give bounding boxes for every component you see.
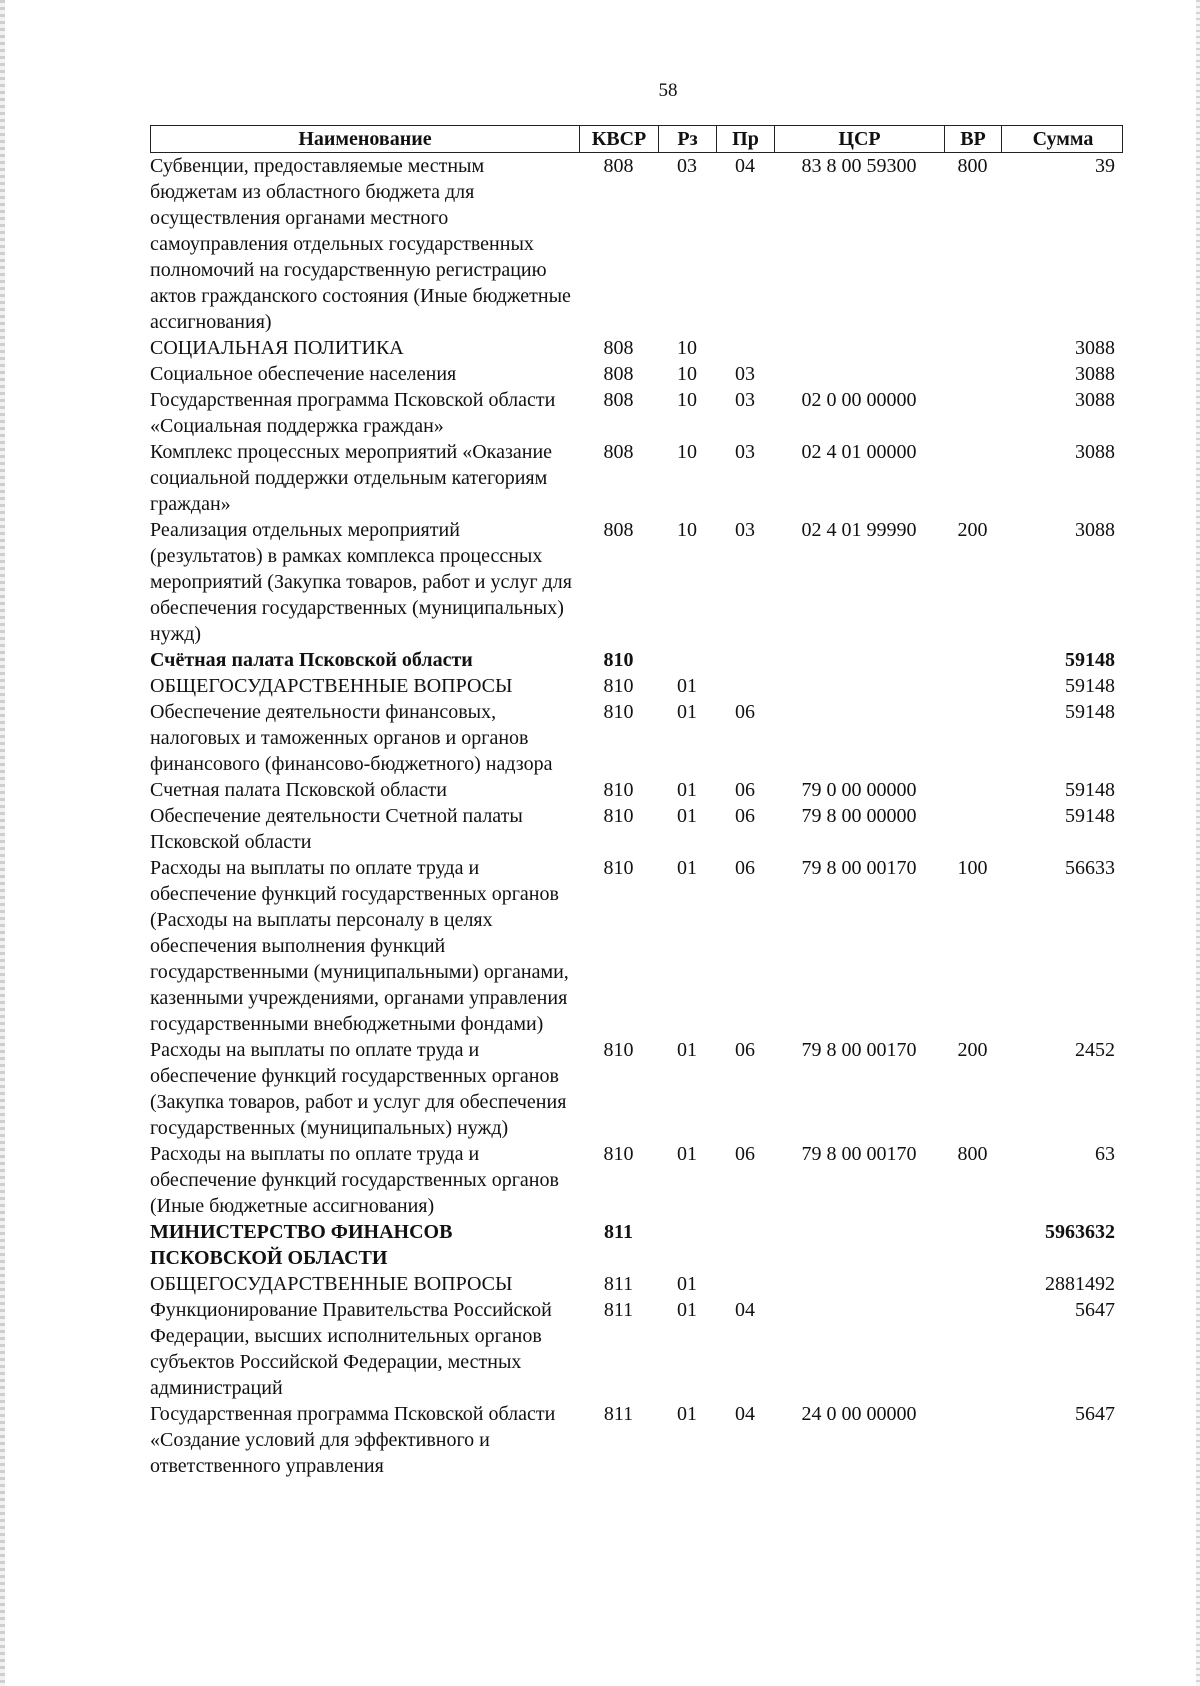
table-row <box>150 1219 1123 1271</box>
table-row <box>150 335 1123 361</box>
cell-pr: 03 <box>735 441 755 463</box>
cell-name: Реализация отдельных мероприятий (результатов) в рамках комплекса процессных мероприятий (Закупка товаров, работ и услуг для обеспечения государственных (муниципальных) нужд) <box>150 519 572 645</box>
cell-pr: 03 <box>735 389 755 411</box>
scan-edge-right <box>1196 0 1200 1686</box>
cell-sum: 56633 <box>1065 857 1115 879</box>
header-pr: Пр <box>717 126 775 152</box>
cell-sum: 59148 <box>1065 701 1115 723</box>
cell-rz: 01 <box>677 857 697 879</box>
cell-kvsr: 810 <box>603 857 634 879</box>
table-header <box>150 125 1123 153</box>
cell-csr <box>774 1271 944 1297</box>
cell-name: Обеспечение деятельности Счетной палаты Псковской области <box>150 805 523 853</box>
cell-sum: 5647 <box>1075 1403 1115 1425</box>
cell-vr <box>944 439 1001 517</box>
table-row <box>150 1141 1123 1219</box>
table-row <box>150 673 1123 699</box>
cell-sum: 3088 <box>1075 363 1115 385</box>
cell-kvsr: 810 <box>603 805 634 827</box>
cell-csr <box>774 1219 944 1271</box>
table-row <box>150 1297 1123 1401</box>
cell-sum: 59148 <box>1065 779 1115 801</box>
cell-sum: 2452 <box>1075 1039 1115 1061</box>
cell-pr <box>716 1271 774 1297</box>
cell-vr: 200 <box>957 1039 988 1061</box>
table-row <box>150 855 1123 1037</box>
cell-vr <box>944 387 1001 439</box>
cell-sum: 3088 <box>1075 441 1115 463</box>
cell-sum: 59148 <box>1065 805 1115 827</box>
cell-kvsr: 808 <box>603 519 634 541</box>
table-row <box>150 517 1123 647</box>
cell-name: Государственная программа Псковской области «Социальная поддержка граждан» <box>150 389 556 437</box>
cell-vr: 800 <box>957 155 988 177</box>
cell-rz: 10 <box>677 389 697 411</box>
cell-rz: 01 <box>677 1299 697 1321</box>
cell-kvsr: 810 <box>603 1039 634 1061</box>
table-row <box>150 1271 1123 1297</box>
cell-csr <box>774 673 944 699</box>
cell-name: Комплекс процессных мероприятий «Оказание социальной поддержки отдельным категориям граждан» <box>150 441 553 515</box>
cell-vr <box>944 1297 1001 1401</box>
cell-sum: 5647 <box>1075 1299 1115 1321</box>
cell-vr <box>944 1271 1001 1297</box>
cell-name: ОБЩЕГОСУДАРСТВЕННЫЕ ВОПРОСЫ <box>150 675 513 697</box>
cell-name: Расходы на выплаты по оплате труда и обеспечение функций государственных органов (Расходы на выплаты персоналу в целях обеспечения выполнения функций государственными (муниципальными) органами, казенными учреждениями, органами управления государственными внебюджетными фондами) <box>150 857 569 1035</box>
cell-name: Расходы на выплаты по оплате труда и обеспечение функций государственных органов (Закупка товаров, работ и услуг для обеспечения государственных (муниципальных) нужд) <box>150 1039 567 1139</box>
cell-sum: 59148 <box>1065 649 1115 671</box>
cell-pr: 03 <box>735 519 755 541</box>
cell-kvsr: 810 <box>603 675 634 697</box>
cell-kvsr: 811 <box>603 1403 634 1425</box>
cell-sum: 59148 <box>1065 675 1115 697</box>
cell-name: Счетная палата Псковской области <box>150 779 447 801</box>
cell-pr: 04 <box>735 1299 755 1321</box>
cell-rz: 01 <box>677 1039 697 1061</box>
table-row <box>150 439 1123 517</box>
cell-pr: 04 <box>735 155 755 177</box>
table-row <box>150 1401 1123 1479</box>
cell-kvsr: 808 <box>603 441 634 463</box>
cell-rz: 01 <box>677 1273 697 1295</box>
header-kvsr: КВСР <box>580 126 659 152</box>
cell-csr: 02 4 01 00000 <box>801 441 917 463</box>
budget-table <box>150 125 1123 1479</box>
cell-kvsr: 808 <box>603 389 634 411</box>
cell-pr: 06 <box>735 805 755 827</box>
cell-rz <box>658 647 716 673</box>
cell-csr: 79 0 00 00000 <box>801 779 917 801</box>
cell-csr: 83 8 00 59300 <box>801 155 917 177</box>
cell-name: СОЦИАЛЬНАЯ ПОЛИТИКА <box>150 337 404 359</box>
cell-pr <box>716 1219 774 1271</box>
cell-kvsr: 808 <box>603 337 634 359</box>
cell-sum: 3088 <box>1075 519 1115 541</box>
cell-sum: 39 <box>1095 155 1115 177</box>
table-row <box>150 777 1123 803</box>
cell-name: Государственная программа Псковской области «Создание условий для эффективного и ответственного управления <box>150 1403 556 1477</box>
cell-pr: 06 <box>735 1039 755 1061</box>
cell-name: Функционирование Правительства Российской Федерации, высших исполнительных органов субъектов Российской Федерации, местных администраций <box>150 1299 552 1399</box>
header-csr: ЦСР <box>775 126 945 152</box>
cell-pr <box>716 335 774 361</box>
cell-kvsr: 811 <box>604 1221 633 1243</box>
cell-name: Обеспечение деятельности финансовых, налоговых и таможенных органов и органов финансового (финансово-бюджетного) надзора <box>150 701 553 775</box>
table-row <box>150 699 1123 777</box>
cell-vr: 800 <box>957 1143 988 1165</box>
cell-vr <box>944 647 1001 673</box>
cell-sum: 63 <box>1095 1143 1115 1165</box>
cell-vr: 200 <box>957 519 988 541</box>
cell-kvsr: 811 <box>603 1273 634 1295</box>
cell-vr <box>944 361 1001 387</box>
cell-kvsr: 810 <box>603 779 634 801</box>
cell-rz: 01 <box>677 1403 697 1425</box>
cell-pr: 03 <box>735 363 755 385</box>
cell-rz: 10 <box>677 519 697 541</box>
cell-rz <box>658 1219 716 1271</box>
cell-rz: 01 <box>677 675 697 697</box>
cell-kvsr: 810 <box>603 701 634 723</box>
cell-kvsr: 810 <box>603 649 634 671</box>
cell-rz: 01 <box>677 701 697 723</box>
cell-csr: 02 0 00 00000 <box>801 389 917 411</box>
cell-csr: 79 8 00 00000 <box>801 805 917 827</box>
cell-csr <box>774 1297 944 1401</box>
cell-name: МИНИСТЕРСТВО ФИНАНСОВ ПСКОВСКОЙ ОБЛАСТИ <box>150 1221 453 1269</box>
cell-csr <box>774 361 944 387</box>
cell-vr <box>944 1219 1001 1271</box>
cell-kvsr: 810 <box>603 1143 634 1165</box>
cell-rz: 10 <box>677 337 697 359</box>
cell-pr: 06 <box>735 779 755 801</box>
cell-vr: 100 <box>957 857 988 879</box>
cell-csr: 79 8 00 00170 <box>801 857 917 879</box>
cell-csr: 79 8 00 00170 <box>801 1143 917 1165</box>
cell-rz: 10 <box>677 363 697 385</box>
cell-vr <box>944 803 1001 855</box>
header-name: Наименование <box>151 126 580 152</box>
cell-name: Счётная палата Псковской области <box>150 649 473 671</box>
cell-name: Расходы на выплаты по оплате труда и обеспечение функций государственных органов (Иные бюджетные ассигнования) <box>150 1143 559 1217</box>
cell-pr <box>716 673 774 699</box>
cell-vr <box>944 777 1001 803</box>
cell-sum: 2881492 <box>1045 1273 1115 1295</box>
cell-rz: 03 <box>677 155 697 177</box>
cell-vr <box>944 1401 1001 1479</box>
cell-sum: 3088 <box>1075 389 1115 411</box>
cell-name: Социальное обеспечение населения <box>150 363 457 385</box>
cell-kvsr: 811 <box>603 1299 634 1321</box>
cell-sum: 5963632 <box>1045 1221 1115 1243</box>
cell-rz: 01 <box>677 779 697 801</box>
cell-pr: 06 <box>735 1143 755 1165</box>
cell-csr <box>774 699 944 777</box>
header-sum: Сумма <box>1032 128 1094 150</box>
table-row <box>150 387 1123 439</box>
cell-vr <box>944 335 1001 361</box>
cell-csr: 24 0 00 00000 <box>801 1403 917 1425</box>
header-rz: Рз <box>659 126 717 152</box>
table-row <box>150 1037 1123 1141</box>
cell-csr: 02 4 01 99990 <box>801 519 917 541</box>
cell-rz: 01 <box>677 1143 697 1165</box>
cell-csr <box>774 335 944 361</box>
table-body <box>150 153 1123 1479</box>
cell-pr: 04 <box>735 1403 755 1425</box>
table-row <box>150 153 1123 335</box>
table-row <box>150 361 1123 387</box>
cell-kvsr: 808 <box>603 363 634 385</box>
cell-vr <box>944 673 1001 699</box>
cell-sum: 3088 <box>1075 337 1115 359</box>
cell-csr: 79 8 00 00170 <box>801 1039 917 1061</box>
cell-csr <box>774 647 944 673</box>
cell-rz: 10 <box>677 441 697 463</box>
cell-name: Субвенции, предоставляемые местным бюджетам из областного бюджета для осуществления органами местного самоуправления отдельных государственных полномочий на государственную регистрацию актов гражданского состояния (Иные бюджетные ассигнования) <box>150 155 571 333</box>
cell-pr: 06 <box>735 701 755 723</box>
cell-pr: 06 <box>735 857 755 879</box>
cell-name: ОБЩЕГОСУДАРСТВЕННЫЕ ВОПРОСЫ <box>150 1273 513 1295</box>
table-row <box>150 803 1123 855</box>
cell-rz: 01 <box>677 805 697 827</box>
scan-edge-left <box>0 0 5 1686</box>
header-vr: ВР <box>945 126 1002 152</box>
cell-vr <box>944 699 1001 777</box>
cell-pr <box>716 647 774 673</box>
table-row <box>150 647 1123 673</box>
cell-kvsr: 808 <box>603 155 634 177</box>
page-number: 58 <box>658 80 678 101</box>
